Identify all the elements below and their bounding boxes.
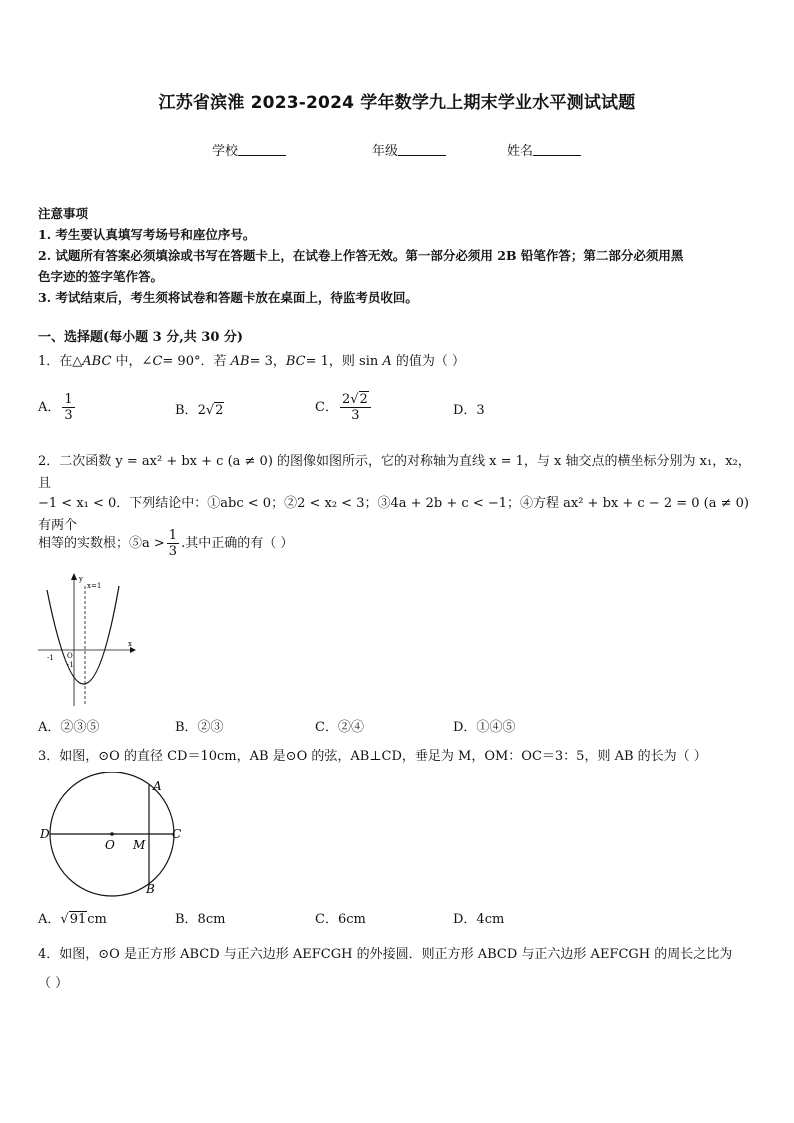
q1-text: = 3， [249,354,286,369]
q1-option-c-fraction [340,392,371,423]
school-label: 学校 [212,144,239,159]
name-label: 姓名 [507,144,534,159]
label-o: O [105,838,115,852]
q3-option-d[interactable]: D．4cm [453,912,505,927]
q1-text: 中，∠ [111,354,153,369]
q1-option-c-label: C． [315,400,338,415]
q3-options [38,908,760,938]
q1-option-b-coef: 2 [197,403,206,418]
school-blank [238,143,286,156]
q1-option-a[interactable] [38,392,77,423]
q1-ab: AB [230,354,250,369]
q1-option-a-fraction [62,392,74,423]
q1-option-c-coef: 2 [341,392,351,407]
q3-option-a-unit: cm [87,912,107,927]
label-b: B [146,882,155,896]
q1-option-c[interactable] [315,392,373,423]
notes-item-2b: 色字迹的签字笔作答。 [38,269,164,284]
q2-option-b[interactable]: B．②③ [175,720,224,735]
q1-text: = 1，则 sin [305,354,383,369]
origin-label: O [67,652,73,660]
q1-option-a-label: A． [38,400,61,415]
x-axis-label: x [128,640,132,648]
center-point [110,832,114,836]
name-blank [533,143,581,156]
label-a: A [153,779,162,793]
fraction-numerator: 2√2 [340,392,371,408]
q3-option-a[interactable]: A．√91cm [38,912,107,927]
q2-line-1: 2．二次函数 y = ax² + bx + c (a ≠ 0) 的图像如图所示，它的对称轴为直线 x = 1，与 x 轴交点的横坐标分别为 x₁，x₂，且 [38,454,751,491]
q1-bc: BC [285,354,306,369]
label-d: D [40,827,50,841]
question-1 [38,351,760,373]
notes-item-3: 3. 考试结束后，考生须将试卷和答题卡放在桌面上，待监考员收回。 [38,290,418,305]
notes-heading: 注意事项 [38,206,89,221]
q3-option-c[interactable]: C．6cm [315,912,366,927]
label-m: M [133,838,146,852]
notes-item-2a: 2. 试题所有答案必须填涂或书写在答题卡上，在试卷上作答无效。第一部分必须用 2B 铅笔作答；第二部分必须用黑 [38,248,684,263]
grade-label: 年级 [372,144,399,159]
fraction-denominator: 3 [351,408,360,423]
q3-option-b[interactable]: B．8cm [175,912,226,927]
notes-item-1: 1. 考生要认真填写考场号和座位序号。 [38,227,256,242]
grade-blank [398,143,446,156]
label-c: C [172,827,182,841]
circle-diagram [38,772,198,900]
page-title: 江苏省滨淮 2023-2024 学年数学九上期末学业水平测试试题 [158,93,636,113]
name-field [507,140,581,159]
q2-option-c[interactable]: C．②④ [315,720,364,735]
x-tick-neg1: -1 [47,654,54,662]
q4-line-1: 4．如图，⊙O 是正方形 ABCD 与正六边形 AEFCGH 的外接圆．则正方形 ABCD 与正六边形 AEFCGH 的周长之比为 [38,947,733,962]
q2-fraction [167,528,179,559]
q1-option-b-label: B． [175,403,198,418]
parabola-curve [47,586,119,684]
q2-option-d[interactable]: D．①④⑤ [453,720,516,735]
q2-option-a[interactable]: A．②③⑤ [38,720,100,735]
fraction-numerator: 1 [64,392,73,407]
q1-option-b[interactable]: B．2√2 [175,403,224,418]
q1-abc: ABC [82,354,112,369]
q1-text: 1．在△ [38,354,83,369]
q3-option-a-radicand: 91 [69,912,87,927]
q1-text: = 90°．若 [162,354,231,369]
q1-c: C [152,354,163,369]
question-3: 3．如图，⊙O 的直径 CD＝10cm，AB 是⊙O 的弦，AB⊥CD，垂足为 M，OM：OC＝3：5，则 AB 的长为（ ） [38,749,707,764]
q1-a: A [382,354,392,369]
parabola-graph [38,570,138,710]
y-axis-arrow [71,573,77,580]
grade-field [372,140,446,159]
q1-options [38,392,760,422]
q2-options [38,716,760,746]
q3-option-a-label: A． [38,912,61,927]
symmetry-axis-label: x=1 [87,582,102,590]
fraction-denominator: 3 [168,544,178,559]
q1-option-b-radicand: 2 [215,403,224,418]
y-axis-label: y [79,575,83,583]
y-tick-neg1: -1 [67,661,74,669]
q1-option-d[interactable]: D．3 [453,403,485,418]
notes-block [38,203,758,308]
q2-line-2: −1 < x₁ < 0．下列结论中：①abc < 0；②2 < x₂ < 3；③4a + 2b + c < −1；④方程 ax² + bx + c − 2 = 0 (a ≠ 0) 有两个 [38,496,749,533]
q2-line-3-text: 相等的实数根；⑤a > [38,536,165,551]
q2-line-3-text: .其中正确的有（ ） [181,536,294,551]
q4-line-2: （ ） [38,976,69,991]
fraction-numerator: 1 [168,528,178,543]
q2-line-3 [38,528,760,559]
q1-option-c-radicand: 2 [359,392,368,407]
school-field [212,140,286,159]
fraction-denominator: 3 [64,408,73,423]
section-heading: 一、选择题(每小题 3 分,共 30 分) [38,330,244,345]
q1-text: 的值为（ ） [391,354,466,369]
